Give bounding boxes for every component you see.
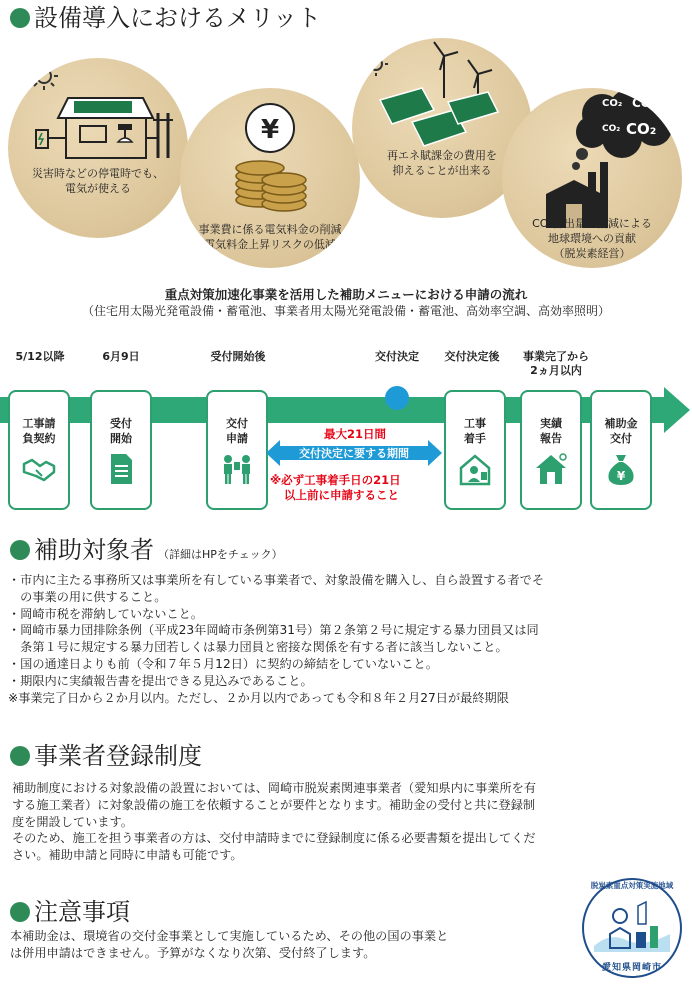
house-icon <box>534 452 568 486</box>
merit-section-title: 設備導入におけるメリット <box>10 4 321 32</box>
list-item: ・市内に主たる事務所又は事業所を有している事業者で、対象設備を購入し、自ら設置する者でそ <box>8 573 545 587</box>
list-item: ・岡崎市暴力団排除条例（平成23年岡崎市条例第31号）第２条第２号に規定する暴力団員又は同 <box>8 623 539 638</box>
bullet-dot-icon <box>10 8 30 28</box>
worker-icon <box>458 452 492 486</box>
timing-label: 2ヵ月以内 <box>530 364 582 377</box>
list-item: 条第１号に規定する暴力団若しくは暴力団員と密接な関係を有する者に該当しないこと。 <box>8 640 508 655</box>
timing-label: 交付決定 <box>375 350 419 363</box>
seal-bottom-text: 愛知県岡崎市 <box>601 963 662 973</box>
step-card-report: 実績 報告 <box>520 390 582 510</box>
co2-label: CO₂ <box>632 96 657 110</box>
merit-text-renewable: 再エネ賦課金の費用を 抑えることが出来る <box>387 149 497 177</box>
period-max: 最大21日間 <box>323 427 386 441</box>
merit-text-power: 災害時などの停電時でも、 電気が使える <box>32 167 164 195</box>
merit-text-cost: 事業費に係る電気料金の削減 （電気料金上昇リスクの低減） <box>193 223 347 251</box>
list-item: の事業の用に供すること。 <box>8 589 167 604</box>
decision-marker <box>385 386 409 410</box>
svg-text:¥: ¥ <box>260 115 280 145</box>
solar-house-icon <box>8 58 188 238</box>
merit-circle-cost <box>180 88 360 268</box>
bullet-dot-icon <box>10 746 30 766</box>
co2-label: CO₂ <box>626 120 657 138</box>
timing-label: 受付開始後 <box>210 350 266 363</box>
merit-circle-power <box>8 58 188 238</box>
co2-label: CO₂ <box>602 98 623 109</box>
timing-label: 事業完了から <box>523 350 589 363</box>
people-icon <box>220 452 254 486</box>
registration-text: 補助制度における対象設備の設置においては、岡崎市脱炭素関連事業者（愛知県内に事業所を有 する施工業者）に対象設備の施工を依頼することが要件となります。補助金の受付と共に登録制 度を開設しています。 そのため、施工を担う事業者の方は、交付申請時までに登録制度に係る必要書類を提出してくだ さい。補助申請と同時に申請も可能です。 <box>12 781 537 863</box>
co2-label: CO₂ <box>602 124 621 134</box>
seal-top-text: 脱炭素重点対策実施地域 <box>590 881 674 890</box>
list-item: ・岡崎市税を滞納していないこと。 <box>8 606 203 621</box>
period-label: 交付決定に要する期間 <box>299 447 409 460</box>
merit-circle-co2 <box>502 88 682 268</box>
caution-section-title: 注意事項 <box>10 898 130 926</box>
step-card-grant: 補助金 交付 ¥ <box>590 390 652 510</box>
warning-note: ※必ず工事着手日の21日 以上前に申請すること <box>270 473 401 502</box>
step-card-application: 交付 申請 <box>206 390 268 510</box>
timing-label: 5/12以降 <box>15 350 65 363</box>
merit-text-co2: CO₂排出量の削減による 地球環境への貢献 （脱炭素経営） <box>532 217 652 260</box>
timing-label: 交付決定後 <box>444 350 500 363</box>
bullet-dot-icon <box>10 540 30 560</box>
decarbonization-seal <box>580 876 684 980</box>
list-item: ※事業完了日から２か月以内。ただし、２か月以内であっても令和８年２月27日が最終期限 <box>8 690 509 705</box>
list-item: ・期限内に実績報告書を提出できる見込みであること。 <box>8 673 313 688</box>
flow-title: 重点対策加速化事業を活用した補助メニューにおける申請の流れ <box>164 287 528 302</box>
svg-text:¥: ¥ <box>616 469 626 483</box>
bullet-dot-icon <box>10 902 30 922</box>
money-bag-icon <box>604 452 638 486</box>
document-icon <box>104 452 138 486</box>
timing-label: 6月9日 <box>102 350 140 363</box>
step-card-contract: 工事請 負契約 <box>8 390 70 510</box>
list-item: ・国の通達日よりも前（令和７年５月12日）に契約の締結をしていないこと。 <box>8 656 438 671</box>
handshake-icon <box>22 452 56 486</box>
registration-section-title: 事業者登録制度 <box>10 742 202 770</box>
step-card-construction: 工事 着手 <box>444 390 506 510</box>
flow-subtitle: （住宅用太陽光発電設備・蓄電池、事業者用太陽光発電設備・蓄電池、高効率空調、高効率照明） <box>81 304 610 318</box>
caution-text: 本補助金は、環境省の交付金事業として実施しているため、その他の国の事業と は併用申請はできません。予算がなくなり次第、受付終了します。 <box>10 929 449 960</box>
eligible-section-title: 補助対象者 （詳細はHPをチェック） <box>10 536 283 569</box>
step-card-reception: 受付 開始 <box>90 390 152 510</box>
eligible-list <box>8 572 688 706</box>
